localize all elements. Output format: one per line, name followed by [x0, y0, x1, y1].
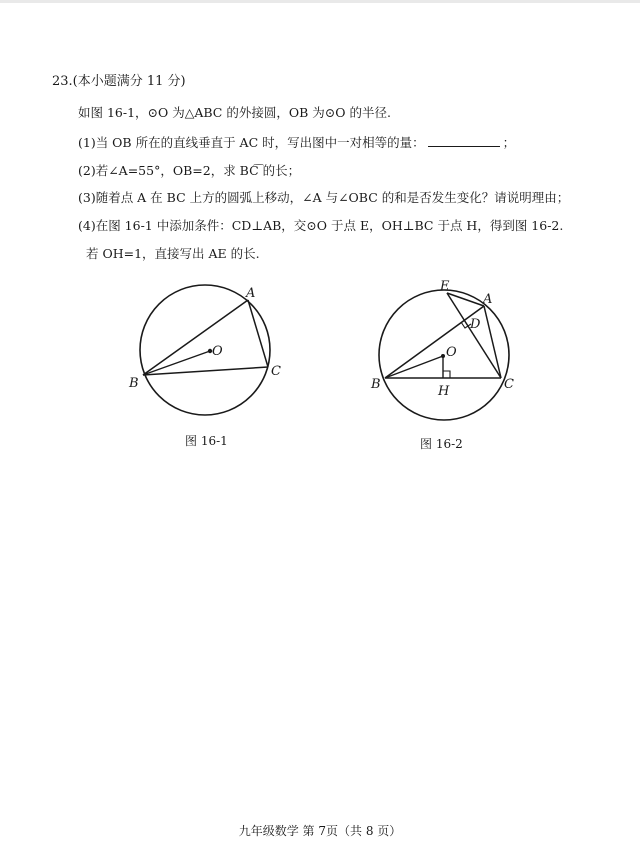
- label-b: B: [129, 376, 139, 391]
- segment-ac: [484, 306, 501, 378]
- right-angle-mark-h: [443, 371, 450, 378]
- question-part-4-continued: 若 OH=1，直接写出 AE 的长.: [86, 246, 260, 261]
- figure-16-1-caption: 图 16-1: [185, 434, 228, 448]
- question-part-2: (2)若∠A=55°，OB=2，求 BC͡ 的长；: [78, 163, 301, 178]
- label-d: D: [470, 317, 481, 332]
- circle-o: [140, 285, 270, 415]
- page-footer: 九年级数学 第 7页（共 8 页）: [238, 824, 402, 838]
- question-part-1: [78, 133, 515, 151]
- label-o: O: [446, 345, 457, 360]
- page-top-edge: [0, 0, 640, 3]
- segment-ab: [143, 300, 248, 375]
- label-e: E: [440, 279, 450, 294]
- segment-ce: [447, 293, 501, 378]
- label-h: H: [438, 384, 450, 399]
- part-1-text: (1)当 OB 所在的直线垂直于 AC 时，写出图中一对相等的量：: [78, 135, 425, 150]
- segment-ob: [385, 356, 443, 378]
- figure-16-2-svg: [368, 278, 528, 428]
- figure-16-2: [368, 278, 528, 428]
- figure-16-2-caption: 图 16-2: [420, 437, 463, 451]
- question-part-3: (3)随着点 A 在 BC 上方的圆弧上移动，∠A 与∠OBC 的和是否发生变化？请说明理由；: [78, 190, 570, 205]
- part-1-end: ；: [502, 135, 516, 150]
- question-header: 23.(本小题满分 11 分): [52, 74, 186, 89]
- answer-blank: [428, 134, 500, 147]
- figure-16-1: [128, 283, 288, 423]
- label-b: B: [371, 377, 381, 392]
- label-c: C: [504, 377, 514, 392]
- label-c: C: [271, 364, 281, 379]
- segment-ac: [248, 300, 268, 367]
- label-o: O: [212, 344, 223, 359]
- label-a: A: [483, 292, 493, 307]
- figure-16-1-svg: [128, 283, 288, 423]
- question-intro: 如图 16-1，⊙O 为△ABC 的外接圆，OB 为⊙O 的半径.: [78, 105, 391, 120]
- center-point-o: [441, 354, 445, 358]
- label-a: A: [246, 286, 256, 301]
- question-part-4: (4)在图 16-1 中添加条件：CD⊥AB，交⊙O 于点 E，OH⊥BC 于点 H，得到图 16-2.: [78, 218, 564, 233]
